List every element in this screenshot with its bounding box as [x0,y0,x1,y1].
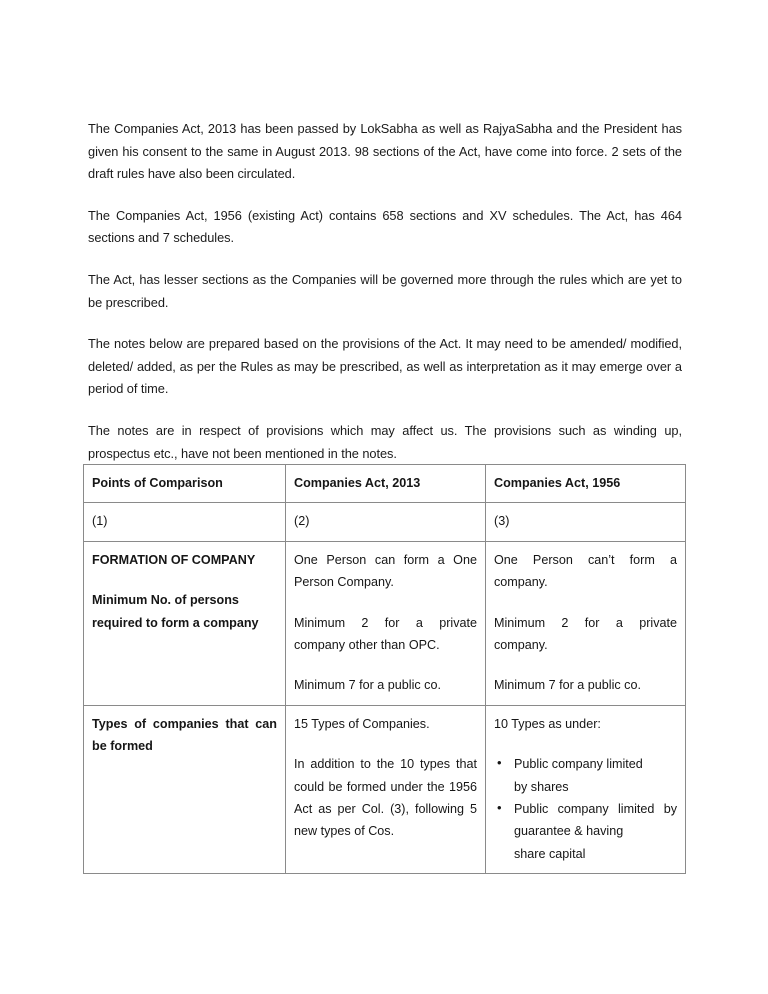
row-formation-act1956-cell [486,541,686,705]
table-header-companies-act-1956: Companies Act, 1956 [486,465,686,503]
types-1956-bullet-list [494,753,677,865]
formation-2013-item-1: One Person can form a One Person Company. [294,552,477,590]
formation-2013-item-2: Minimum 2 for a private company other than OPC. [294,615,477,653]
row-formation-act2013-cell [286,541,486,705]
paragraph-2: The Companies Act, 1956 (existing Act) contains 658 sections and XV schedules. The Act, has 464 sections and 7 schedules. [88,207,682,246]
types-2013-item-1: 15 Types of Companies. [294,716,430,731]
table-header-companies-act-2013: Companies Act, 2013 [286,465,486,503]
bullet-text-main: Public company limited by guarantee & having [514,802,677,839]
row-formation-label-cell [84,541,286,705]
table-header-row [84,465,686,503]
table-row [84,541,686,705]
list-item [514,798,677,865]
bullet-text-last: by shares [514,779,569,794]
paragraph-5: The notes are in respect of provisions which may affect us. The provisions such as winding up, prospectus etc., have not been mentioned in the notes. [88,422,682,461]
column-number-1: (1) [84,503,286,541]
list-item [514,753,677,798]
formation-subheading: Minimum No. of persons required to form a company [92,593,259,630]
column-number-3: (3) [486,503,686,541]
types-1956-intro: 10 Types as under: [494,716,601,731]
table-header-points-of-comparison: Points of Comparison [84,465,286,503]
comparison-table [83,464,686,874]
formation-1956-item-2: Minimum 2 for a private company. [494,615,677,653]
formation-heading: FORMATION OF COMPANY [92,552,256,567]
row-types-act2013-cell [286,705,486,873]
table-row [84,705,686,873]
row-types-act1956-cell [486,705,686,873]
table-column-number-row [84,503,686,541]
column-number-2: (2) [286,503,486,541]
formation-1956-item-1: One Person can’t form a company. [494,552,677,590]
row-types-label-cell: Types of companies that can be formed [84,705,286,873]
paragraph-3: The Act, has lesser sections as the Companies will be governed more through the rules which are yet to be prescribed. [88,271,682,310]
document-body [88,118,682,465]
types-2013-item-2: In addition to the 10 types that could be formed under the 1956 Act as per Col. (3), following 5 new types of Cos. [294,757,477,839]
formation-1956-item-3: Minimum 7 for a public co. [494,678,641,693]
bullet-text-last: share capital [514,846,586,861]
paragraph-1: The Companies Act, 2013 has been passed by LokSabha as well as RajyaSabha and the President has given his consent to the same in August 2013. 98 sections of the Act, have come into force. 2 sets of the draft rules have also been circulated. [88,121,682,182]
bullet-text-main: Public company limited [514,757,643,772]
formation-2013-item-3: Minimum 7 for a public co. [294,678,441,693]
paragraph-4: The notes below are prepared based on the provisions of the Act. It may need to be amended/ modified, deleted/ added, as per the Rules as may be prescribed, as well as interpretation as it may emerge over a period of time. [88,336,682,397]
